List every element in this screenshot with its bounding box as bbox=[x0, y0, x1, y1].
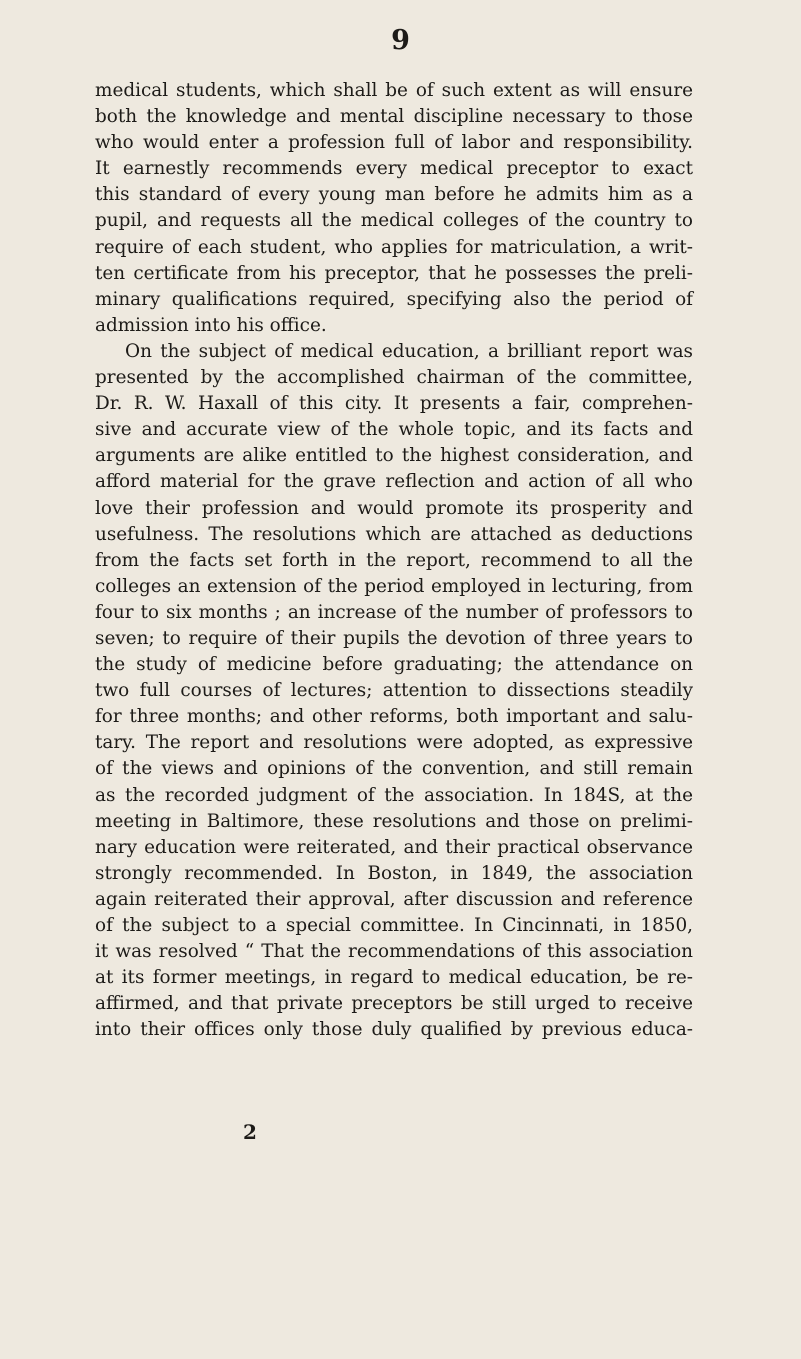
text-line: meeting in Baltimore, these resolutions and those on prelimi- bbox=[95, 810, 693, 832]
text-line: four to six months ; an increase of the number of professors to bbox=[95, 601, 693, 623]
text-line: it was resolved “ That the recommendations of this association bbox=[95, 941, 693, 963]
text-line: minary qualifications required, specifying also the period of bbox=[95, 288, 693, 310]
text-line: It earnestly recommends every medical preceptor to exact bbox=[95, 158, 693, 180]
text-line: who would enter a profession full of labor and responsibility. bbox=[95, 132, 693, 154]
signature-mark: 2 bbox=[243, 1120, 257, 1144]
text-line: two full courses of lectures; attention to dissections steadily bbox=[95, 680, 693, 702]
text-line: again reiterated their approval, after discussion and reference bbox=[95, 888, 693, 910]
text-line: presented by the accomplished chairman of the committee, bbox=[95, 367, 693, 389]
page-number: 9 bbox=[391, 25, 410, 56]
text-line: admission into his office. bbox=[95, 314, 327, 336]
text-line: at its former meetings, in regard to medical education, be re- bbox=[95, 967, 693, 989]
text-line: strongly recommended. In Boston, in 1849, the association bbox=[95, 862, 693, 884]
text-line: On the subject of medical education, a brilliant report was bbox=[125, 340, 693, 362]
text-line: affirmed, and that private preceptors be still urged to receive bbox=[95, 993, 693, 1015]
text-line: both the knowledge and mental discipline necessary to those bbox=[95, 106, 693, 128]
text-line: ten certificate from his preceptor, that he possesses the preli- bbox=[95, 262, 693, 284]
text-line: tary. The report and resolutions were adopted, as expressive bbox=[95, 732, 693, 754]
text-line: as the recorded judgment of the association. In 184S, at the bbox=[95, 784, 693, 806]
text-line: colleges an extension of the period employed in lecturing, from bbox=[95, 575, 693, 597]
text-line: seven; to require of their pupils the devotion of three years to bbox=[95, 627, 693, 649]
text-line: from the facts set forth in the report, recommend to all the bbox=[95, 549, 693, 571]
text-line: require of each student, who applies for matriculation, a writ- bbox=[95, 236, 693, 258]
text-line: afford material for the grave reflection and action of all who bbox=[95, 471, 693, 493]
text-line: medical students, which shall be of such extent as will ensure bbox=[95, 80, 693, 101]
text-line: of the subject to a special committee. In Cincinnati, in 1850, bbox=[95, 915, 693, 936]
text-line: for three months; and other reforms, both important and salu- bbox=[95, 706, 693, 728]
text-line: Dr. R. W. Haxall of this city. It presents a fair, comprehen- bbox=[95, 393, 693, 415]
text-line: of the views and opinions of the convention, and still remain bbox=[95, 758, 693, 780]
text-line: sive and accurate view of the whole topic, and its facts and bbox=[95, 419, 693, 441]
text-line: into their offices only those duly qualified by previous educa- bbox=[95, 1019, 693, 1041]
text-line: pupil, and requests all the medical colleges of the country to bbox=[95, 210, 693, 232]
text-line: usefulness. The resolutions which are attached as deductions bbox=[95, 523, 693, 545]
text-line: this standard of every young man before he admits him as a bbox=[95, 184, 693, 206]
text-line: the study of medicine before graduating; the attendance on bbox=[95, 654, 693, 676]
text-line: nary education were reiterated, and their practical observance bbox=[95, 836, 693, 858]
text-line: arguments are alike entitled to the highest consideration, and bbox=[95, 445, 693, 467]
text-line: love their profession and would promote its prosperity and bbox=[95, 497, 693, 519]
body-text bbox=[95, 78, 693, 1043]
